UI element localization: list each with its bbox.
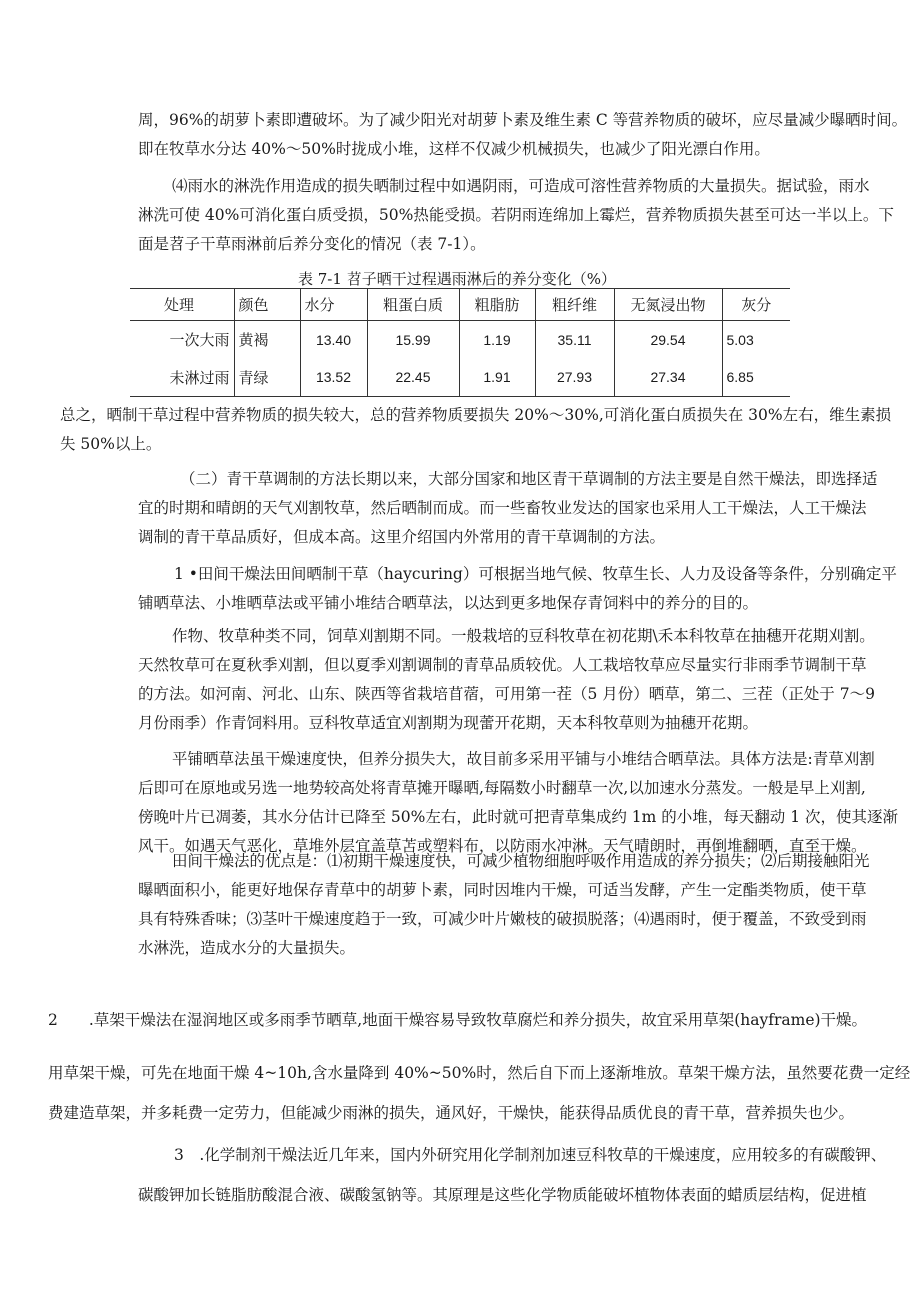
text-line: 2 .草架干燥法在湿润地区或多雨季节晒草,地面干燥容易导致牧草腐烂和养分损失，故宜采用草架(hayframe)干燥。 <box>48 1011 868 1029</box>
text-line: 后即可在原地或另选一地势较高处将青草摊开曝晒,每隔数小时翻草一次,以加速水分蒸发。一般是早上刈割, <box>138 779 866 797</box>
table-header-row <box>130 289 790 321</box>
row-value-cell: 22.45 <box>367 359 459 397</box>
row-value-cell: 29.54 <box>614 321 722 359</box>
text-line: 曝晒面积小，能更好地保存青草中的胡萝卜素，同时因堆内干燥，可适当发酵，产生一定酯类物质，使干草 <box>138 881 867 899</box>
header-cell-crude-fiber: 粗纤维 <box>535 289 614 321</box>
paragraph-carotene-loss <box>138 106 908 164</box>
text-line: 1 •田间干燥法田间晒制干草（haycuring）可根据当地气候、牧草生长、人力及设备等条件，分别确定平 <box>174 565 897 583</box>
header-cell-moisture: 水分 <box>300 289 367 321</box>
text-line: 水淋洗，造成水分的大量损失。 <box>138 939 356 957</box>
text-line: 3 .化学制剂干燥法近几年来，国内外研究用化学制剂加速豆科牧草的干燥速度，应用较多的有碳酸钾、 <box>174 1146 887 1164</box>
row-color-cell: 黄褐 <box>234 321 300 359</box>
row-value-cell: 35.11 <box>535 321 614 359</box>
header-cell-crude-fat: 粗脂肪 <box>459 289 535 321</box>
paragraph-field-drying-advantages <box>138 847 870 963</box>
text-line: 天然牧草可在夏秋季刈割，但以夏季刈割调制的青草品质较优。人工栽培牧草应尽量实行非雨季节调制干草 <box>138 656 867 674</box>
paragraph-spreading-method <box>138 745 899 861</box>
text-line: 月份雨季）作青饲料用。豆科牧草适宜刈割期为现蕾开花期，天本科牧草则为抽穗开花期。 <box>138 714 759 732</box>
text-line: ⑷雨水的淋洗作用造成的损失晒制过程中如遇阴雨，可造成可溶性营养物质的大量损失。据试验，雨水 <box>172 177 870 195</box>
text-line: 风干。如遇天气恶化，草堆外层宜盖草苫或塑料布，以防雨水冲淋。天气晴朗时，再倒堆翻晒，直至干燥。 <box>138 837 867 855</box>
table-row <box>130 321 790 359</box>
paragraph-summary <box>60 401 892 459</box>
text-line: 费建造草架，并多耗费一定劳力，但能减少雨淋的损失，通风好，干燥快，能获得品质优良的青干草，营养损失也少。 <box>48 1104 855 1122</box>
row-value-cell: 15.99 <box>367 321 459 359</box>
text-line: 碳酸钾加长链脂肪酸混合液、碳酸氢钠等。其原理是这些化学物质能破坏植物体表面的蜡质层结构，促进植 <box>138 1186 867 1204</box>
text-line: 面是苕子干草雨淋前后养分变化的情况（表 7-1）。 <box>138 235 486 253</box>
header-cell-crude-protein: 粗蛋白质 <box>367 289 459 321</box>
row-treatment-cell: 一次大雨 <box>169 331 230 350</box>
header-cell-treatment: 处理 <box>130 289 234 321</box>
header-cell-nitrogen-free-extract: 无氮浸出物 <box>614 289 722 321</box>
paragraph-rack-drying-body <box>48 1053 911 1133</box>
text-line: 具有特殊香味；⑶茎叶干燥速度趋于一致，可减少叶片嫩枝的破损脱落；⑷遇雨时，便于覆盖，不致受到雨 <box>138 910 867 928</box>
row-value-cell: 13.40 <box>300 321 367 359</box>
text-line: 铺晒草法、小堆晒草法或平铺小堆结合晒草法，以达到更多地保存青饲料中的养分的目的。 <box>138 594 759 612</box>
text-line: 傍晚叶片已凋萎，其水分估计已降至 50%左右，此时就可把青草集成约 1m 的小堆，每天翻动 1 次，使其逐渐 <box>138 808 899 826</box>
paragraph-field-drying <box>138 560 897 618</box>
text-line: （二）青干草调制的方法长期以来，大部分国家和地区青干草调制的方法主要是自然干燥法，即选择适 <box>180 470 878 488</box>
text-line: 宜的时期和晴朗的天气刈割牧草，然后晒制而成。而一些畜牧业发达的国家也采用人工干燥法，人工干燥法 <box>138 499 867 517</box>
text-line: 淋洗可使 40%可消化蛋白质受损，50%热能受损。若阴雨连绵加上霉烂，营养物质损失甚至可达一半以上。下 <box>138 206 894 224</box>
text-line: 调制的青干草品质好，但成本高。这里介绍国内外常用的青干草调制的方法。 <box>138 528 666 546</box>
text-line: 失 50%以上。 <box>60 435 162 453</box>
text-line: 田间干燥法的优点是：⑴初期干燥速度快，可减少植物细胞呼吸作用造成的养分损失；⑵后期接触阳光 <box>172 852 870 870</box>
header-cell-ash: 灰分 <box>722 289 790 321</box>
text-line: 用草架干燥，可先在地面干燥 4~10h,含水量降到 40%~50%时，然后自下而上逐渐堆放。草架干燥方法，虽然要花费一定经 <box>48 1064 911 1082</box>
paragraph-rain-leaching <box>138 172 894 259</box>
row-value-cell: 27.34 <box>614 359 722 397</box>
header-cell-color: 颜色 <box>234 289 300 321</box>
table-row <box>130 359 790 397</box>
paragraph-cutting-period <box>138 622 875 738</box>
row-value-cell: 6.85 <box>722 359 790 397</box>
paragraph-chemical-drying <box>138 1135 887 1215</box>
row-value-cell: 1.19 <box>459 321 535 359</box>
table-caption: 表 7-1 苕子晒干过程遇雨淋后的养分变化（%） <box>298 270 616 288</box>
text-line: 即在牧草水分达 40%～50%时拢成小堆，这样不仅减少机械损失，也减少了阳光漂白作用。 <box>138 140 770 158</box>
text-line: 平铺晒草法虽干燥速度快，但养分损失大，故目前多采用平铺与小堆结合晒草法。具体方法是:青草刈割 <box>172 750 875 768</box>
text-line: 总之，晒制干草过程中营养物质的损失较大，总的营养物质要损失 20%～30%,可消化蛋白质损失在 30%左右，维生素损 <box>60 406 892 424</box>
row-value-cell: 5.03 <box>722 321 790 359</box>
paragraph-rack-drying-heading <box>48 1006 872 1035</box>
row-value-cell: 1.91 <box>459 359 535 397</box>
text-line: 的方法。如河南、河北、山东、陕西等省栽培苜蓿，可用第一茬（5 月份）晒草，第二、三茬（正处于 7～9 <box>138 685 875 703</box>
nutrient-change-table <box>130 288 790 397</box>
row-treatment-cell: 未淋过雨 <box>130 359 234 397</box>
text-line: 作物、牧草种类不同，饲草刈割期不同。一般栽培的豆科牧草在初花期\禾本科牧草在抽穗开花期刈割。 <box>172 627 875 645</box>
row-value-cell: 27.93 <box>535 359 614 397</box>
text-line: 周，96%的胡萝卜素即遭破坏。为了减少阳光对胡萝卜素及维生素 C 等营养物质的破坏，应尽量减少曝晒时间。 <box>138 111 908 129</box>
row-color-cell: 青绿 <box>234 359 300 397</box>
paragraph-section-2-intro <box>138 465 878 552</box>
row-value-cell: 13.52 <box>300 359 367 397</box>
